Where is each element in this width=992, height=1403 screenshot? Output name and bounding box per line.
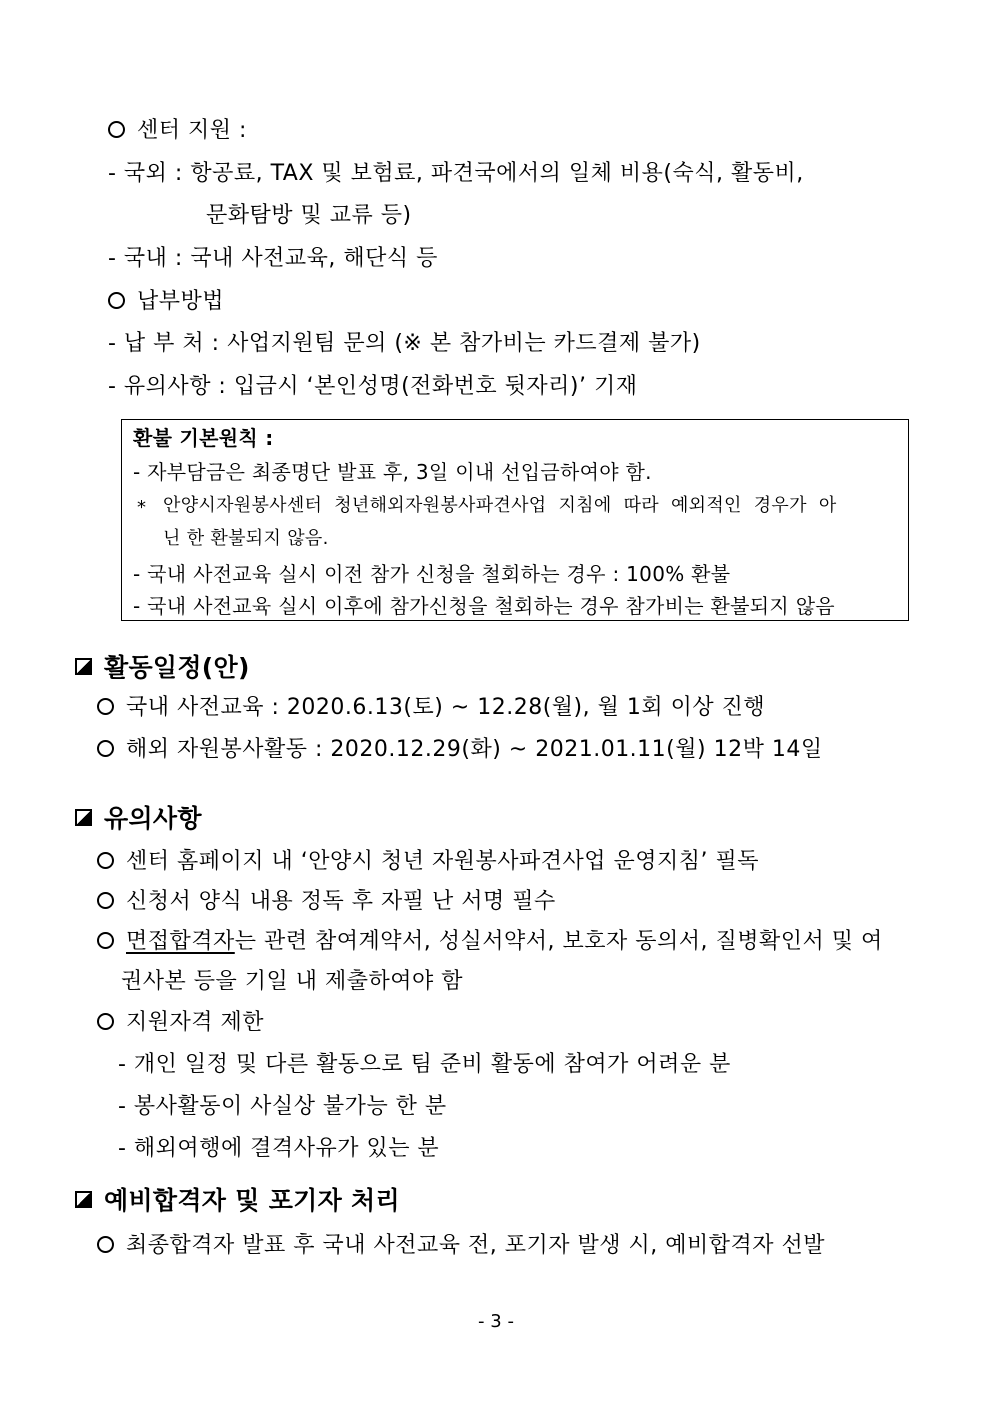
reserve-section-title: 예비합격자 및 포기자 처리: [75, 1185, 400, 1217]
circle-bullet-icon: [108, 292, 125, 309]
support-overseas-line1: - 국외 : 항공료, TAX 및 보험료, 파견국에서의 일체 비용(숙식, 활동비,: [108, 161, 804, 186]
section-square-icon: [75, 1191, 92, 1208]
support-overseas-line2: 문화탐방 및 교류 등): [206, 203, 412, 228]
refund-title: 환불 기본원칙 :: [133, 426, 274, 450]
support-header: 센터 지원 :: [108, 116, 247, 146]
circle-bullet-icon: [97, 698, 114, 715]
notes-item-2: 신청서 양식 내용 정독 후 자필 난 서명 필수: [97, 887, 556, 917]
refund-note-line1: 안양시자원봉사센터 청년해외자원봉사파견사업 지침에 따라 예외적인 경우가 아: [163, 495, 837, 516]
schedule-item-1: 국내 사전교육 : 2020.6.13(토) ~ 12.28(월), 월 1회 이상 진행: [97, 693, 765, 723]
notes-section-title: 유의사항: [75, 803, 202, 835]
circle-bullet-icon: [97, 892, 114, 909]
reserve-item: 최종합격자 발표 후 국내 사전교육 전, 포기자 발생 시, 예비합격자 선발: [97, 1231, 825, 1261]
notes-item-4: 지원자격 제한: [97, 1008, 264, 1038]
circle-bullet-icon: [97, 852, 114, 869]
payment-header: 납부방법: [108, 287, 224, 317]
payment-notice: - 유의사항 : 입금시 ‘본인성명(전화번호 뒷자리)’ 기재: [108, 374, 638, 399]
section-square-icon: [75, 809, 92, 826]
refund-note-mark: *: [137, 497, 147, 518]
refund-line1: - 자부담금은 최종명단 발표 후, 3일 이내 선입금하여야 함.: [133, 460, 652, 484]
circle-bullet-icon: [97, 740, 114, 757]
notes-item-3-line2: 권사본 등을 기일 내 제출하여야 함: [121, 969, 463, 994]
page-number: - 3 -: [478, 1311, 514, 1332]
section-square-icon: [75, 658, 92, 675]
refund-line3: - 국내 사전교육 실시 이후에 참가신청을 철회하는 경우 참가비는 환불되지 않음: [133, 594, 835, 618]
circle-bullet-icon: [108, 121, 125, 138]
refund-note-line2: 닌 한 환불되지 않음.: [163, 528, 329, 549]
circle-bullet-icon: [97, 1236, 114, 1253]
support-domestic: - 국내 : 국내 사전교육, 해단식 등: [108, 246, 438, 271]
notes-sub-item: - 개인 일정 및 다른 활동으로 팀 준비 활동에 참여가 어려운 분: [118, 1052, 731, 1077]
payment-place: - 납 부 처 : 사업지원팀 문의 (※ 본 참가비는 카드결제 불가): [108, 331, 701, 356]
circle-bullet-icon: [97, 1013, 114, 1030]
refund-policy-box: [121, 419, 909, 621]
circle-bullet-icon: [97, 932, 114, 949]
schedule-item-2: 해외 자원봉사활동 : 2020.12.29(화) ~ 2021.01.11(월) 12박 14일: [97, 735, 823, 765]
schedule-section-title: 활동일정(안): [75, 652, 250, 684]
notes-item-3: 면접합격자는 관련 참여계약서, 성실서약서, 보호자 동의서, 질병확인서 및 여: [97, 927, 883, 957]
refund-line2: - 국내 사전교육 실시 이전 참가 신청을 철회하는 경우 : 100% 환불: [133, 562, 731, 586]
notes-sub-item: - 해외여행에 결격사유가 있는 분: [118, 1136, 440, 1161]
notes-item-1: 센터 홈페이지 내 ‘안양시 청년 자원봉사파견사업 운영지침’ 필독: [97, 847, 759, 877]
notes-sub-item: - 봉사활동이 사실상 불가능 한 분: [118, 1094, 447, 1119]
